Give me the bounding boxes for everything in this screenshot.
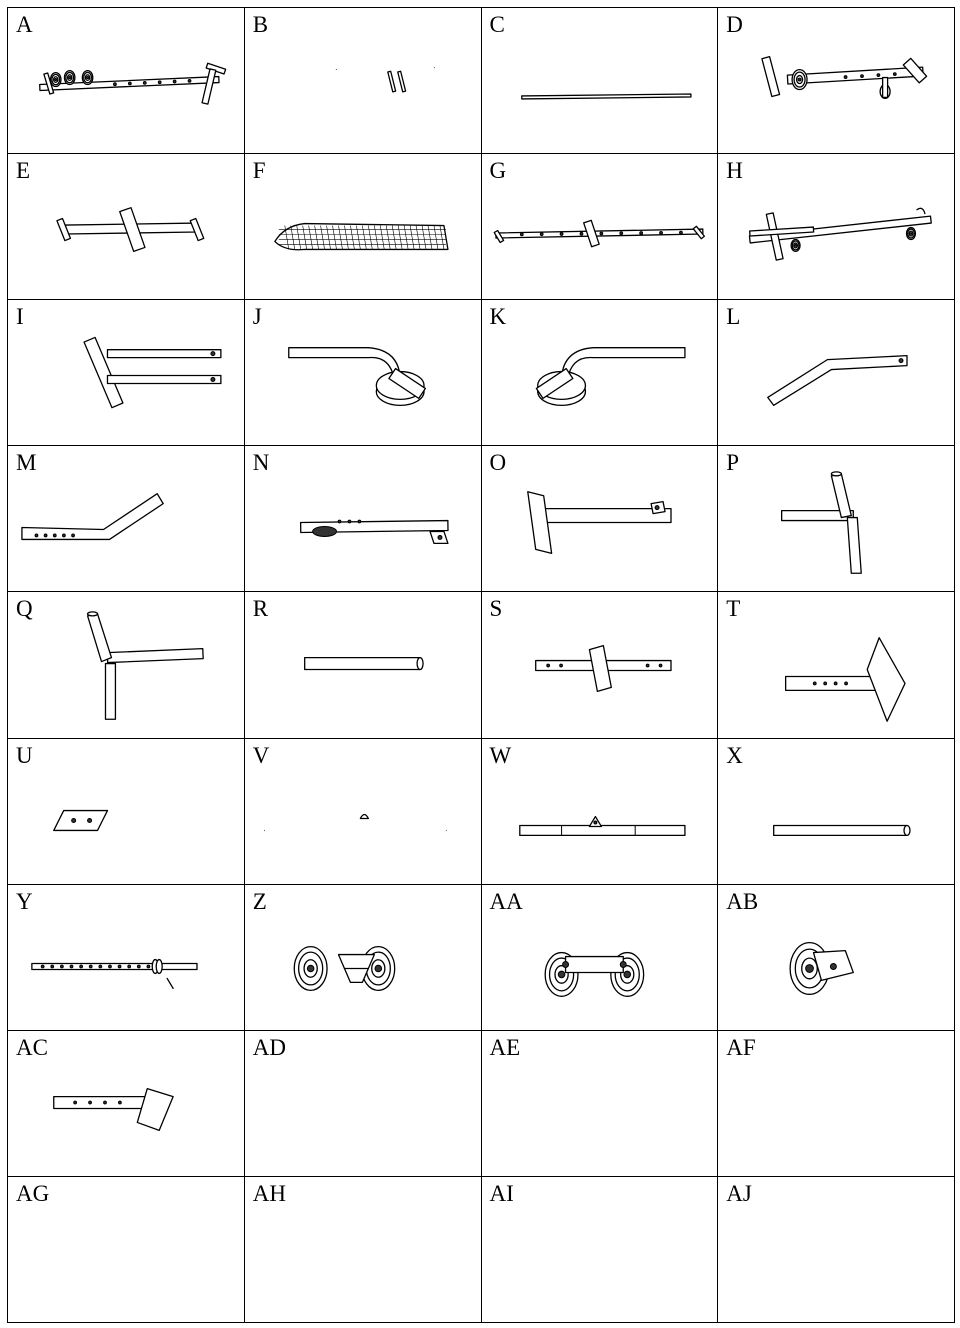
part-label: AC xyxy=(16,1034,48,1060)
part-label: M xyxy=(16,450,37,476)
part-cell-ai xyxy=(482,1177,719,1323)
part-label: AD xyxy=(252,1034,286,1060)
pin-rod-icon xyxy=(8,885,244,1030)
part-cell-i xyxy=(8,300,245,446)
part-label: H xyxy=(726,158,743,184)
double-arm-bracket-icon xyxy=(8,300,244,445)
part-label: L xyxy=(726,304,741,330)
part-cell-s xyxy=(482,592,719,738)
part-label: AE xyxy=(489,1034,521,1060)
part-label: X xyxy=(726,742,743,768)
part-label: Y xyxy=(16,888,33,914)
part-cell-g xyxy=(482,154,719,300)
thin-rod-icon xyxy=(482,8,718,153)
part-cell-v xyxy=(245,739,482,885)
part-label: W xyxy=(489,742,512,768)
cross-tube-with-center-block-icon xyxy=(8,154,244,299)
tube-with-end-plate-icon xyxy=(482,446,718,591)
mesh-guard-cover-icon xyxy=(245,154,481,299)
single-pulley-icon xyxy=(718,885,954,1030)
part-cell-ah xyxy=(245,1177,482,1323)
short-round-tube-icon xyxy=(245,592,481,737)
long-round-tube-icon xyxy=(718,739,954,884)
part-cell-x xyxy=(718,739,955,885)
tee-handle-icon xyxy=(718,446,954,591)
part-label: AF xyxy=(726,1034,756,1060)
part-cell-r xyxy=(245,592,482,738)
part-label: T xyxy=(726,596,741,622)
bent-tube-with-holes-icon xyxy=(8,446,244,591)
part-cell-u xyxy=(8,739,245,885)
part-label: A xyxy=(16,12,33,37)
part-label: G xyxy=(489,158,507,184)
forked-handle-icon xyxy=(8,592,244,737)
part-cell-ab xyxy=(718,885,955,1031)
part-label: K xyxy=(489,304,507,330)
curved-arm-with-pad-right-icon xyxy=(245,300,481,445)
tube-with-angled-plate-icon xyxy=(8,1031,244,1176)
part-label: AG xyxy=(16,1180,50,1206)
tube-with-center-plate-icon xyxy=(482,592,718,737)
part-label: C xyxy=(489,12,505,37)
part-label: E xyxy=(16,158,31,184)
part-cell-t xyxy=(718,592,955,738)
long-frame-with-pulleys-icon xyxy=(8,8,244,153)
part-cell-q xyxy=(8,592,245,738)
part-label: AH xyxy=(252,1180,286,1206)
part-cell-d xyxy=(718,8,955,154)
part-label: AJ xyxy=(726,1180,752,1206)
bent-tube-up-right-icon xyxy=(718,300,954,445)
part-cell-aj xyxy=(718,1177,955,1323)
part-label: V xyxy=(252,742,270,768)
part-cell-w xyxy=(482,739,719,885)
part-cell-ad xyxy=(245,1031,482,1177)
part-cell-e xyxy=(8,154,245,300)
curl-bar-icon xyxy=(245,739,481,884)
part-label: J xyxy=(252,304,262,330)
part-label: O xyxy=(489,450,507,476)
part-label: AA xyxy=(489,888,523,914)
long-slotted-bar-icon xyxy=(482,154,718,299)
part-cell-y xyxy=(8,885,245,1031)
part-cell-a xyxy=(8,8,245,154)
frame-with-pulley-bracket-icon xyxy=(718,8,954,153)
part-cell-j xyxy=(245,300,482,446)
tube-with-tab-bracket-icon xyxy=(245,446,481,591)
part-label: Z xyxy=(252,888,267,914)
part-cell-c xyxy=(482,8,719,154)
part-cell-ae xyxy=(482,1031,719,1177)
angled-frame-assembly-icon xyxy=(718,154,954,299)
part-cell-m xyxy=(8,446,245,592)
part-cell-ac xyxy=(8,1031,245,1177)
part-label: D xyxy=(726,12,743,37)
part-label: R xyxy=(252,596,269,622)
part-cell-aa xyxy=(482,885,719,1031)
straight-bar-with-clip-icon xyxy=(482,739,718,884)
part-label: B xyxy=(252,12,269,37)
part-label: U xyxy=(16,742,33,768)
part-cell-b xyxy=(245,8,482,154)
part-label: Q xyxy=(16,596,33,622)
part-cell-ag xyxy=(8,1177,245,1323)
part-cell-p xyxy=(718,446,955,592)
flat-plate-icon xyxy=(8,739,244,884)
part-label: AB xyxy=(726,888,759,914)
part-cell-z xyxy=(245,885,482,1031)
part-label: N xyxy=(252,450,270,476)
pulley-pair-angled-icon xyxy=(245,885,481,1030)
part-label: AI xyxy=(489,1180,514,1206)
bent-handle-bar-icon xyxy=(245,8,481,153)
part-cell-l xyxy=(718,300,955,446)
pulley-pair-flat-icon xyxy=(482,885,718,1030)
part-cell-af xyxy=(718,1031,955,1177)
part-cell-o xyxy=(482,446,719,592)
part-cell-k xyxy=(482,300,719,446)
parts-table xyxy=(7,7,955,1323)
tube-with-diamond-plate-icon xyxy=(718,592,954,737)
part-label: I xyxy=(16,304,24,330)
part-label: F xyxy=(252,158,266,184)
part-cell-h xyxy=(718,154,955,300)
curved-arm-with-pad-left-icon xyxy=(482,300,718,445)
part-label: S xyxy=(489,596,503,622)
part-cell-f xyxy=(245,154,482,300)
part-label: P xyxy=(726,450,740,476)
part-cell-n xyxy=(245,446,482,592)
